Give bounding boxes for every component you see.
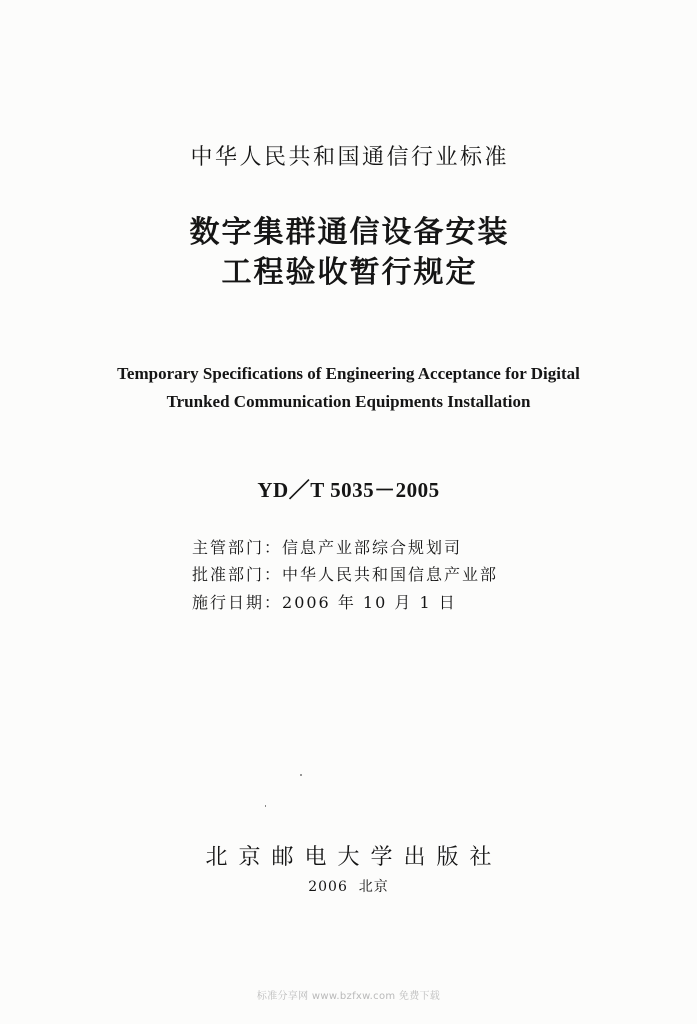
- publication-year-place: 2006 北京: [308, 879, 389, 895]
- watermark-text: 标准分享网 www.bzfxw.com 免费下载: [256, 991, 441, 1002]
- english-title-line-1: Temporary Specifications of Engineering Acceptance for Digital: [117, 364, 580, 383]
- standard-number: YD／T 5035－2005: [257, 478, 440, 502]
- info-label: 施行日期：: [192, 593, 283, 612]
- scan-speck: [300, 774, 302, 776]
- scan-speck: [265, 805, 266, 807]
- info-line-effective-date: [192, 593, 457, 613]
- publisher-name: 北京邮电大学出版社: [205, 845, 503, 870]
- info-label: 主管部门：: [192, 538, 283, 557]
- document-title-line-2: 工程验收暂行规定: [221, 255, 478, 290]
- info-value: 信息产业部综合规划司: [282, 538, 463, 557]
- english-title-line-2: Trunked Communication Equipments Installation: [166, 392, 531, 411]
- issuer-heading: 中华人民共和国通信行业标准: [190, 145, 509, 170]
- info-value: 2006 年 10 月 1 日: [282, 593, 457, 612]
- info-label: 批准部门：: [192, 565, 283, 584]
- info-value: 中华人民共和国信息产业部: [282, 565, 499, 584]
- info-line-competent-department: [192, 538, 462, 558]
- info-line-approving-department: [192, 565, 498, 585]
- document-title-line-1: 数字集群通信设备安装: [189, 215, 510, 250]
